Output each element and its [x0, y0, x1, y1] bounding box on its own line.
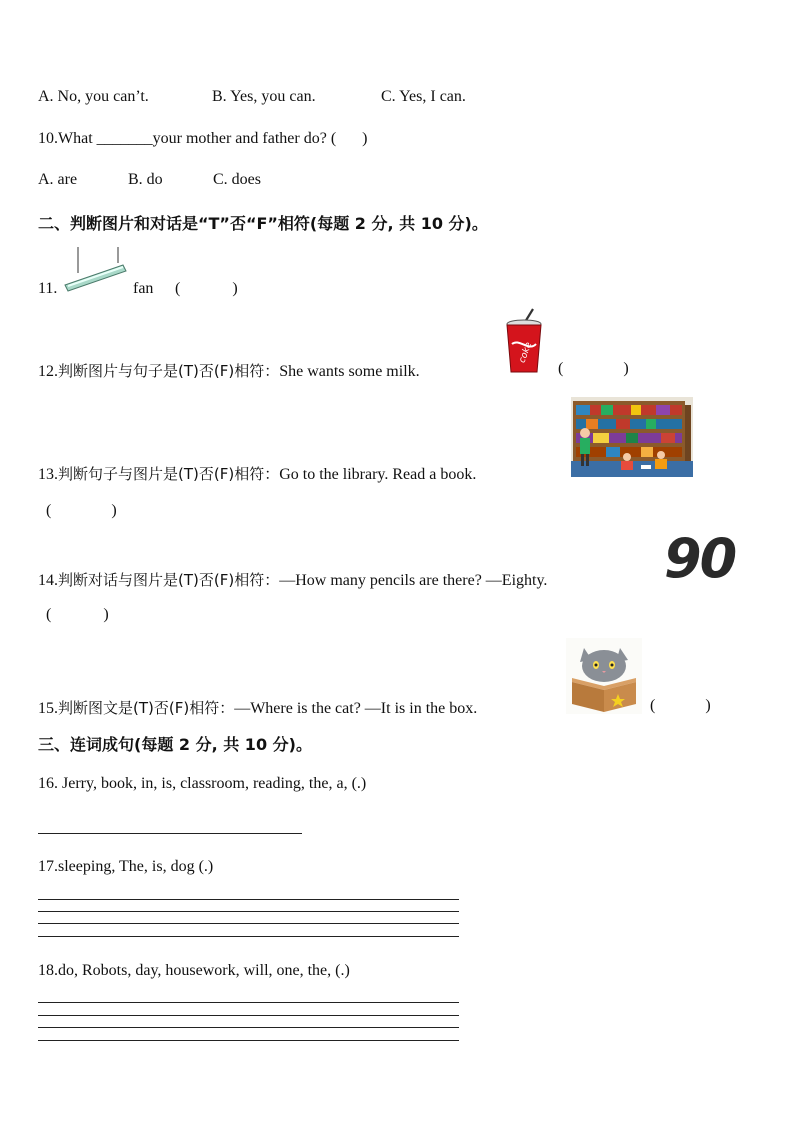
q15-answer-paren[interactable]: [650, 697, 711, 715]
section-3-title: 三、连词成句(每题 2 分, 共 10 分)。: [38, 735, 312, 754]
paren-close: ): [103, 606, 109, 623]
q15-sentence: —Where is the cat? —It is in the box.: [234, 700, 478, 717]
question-16: 16. Jerry, book, in, is, classroom, reading, the, a, (.): [38, 775, 367, 792]
paren-close: ): [623, 360, 629, 377]
q10-option-a: A. are: [38, 171, 78, 188]
q10-option-b: B. do: [128, 171, 163, 188]
q10-blank: _______: [96, 130, 153, 147]
q9-option-b: B. Yes, you can.: [212, 88, 316, 105]
q13-answer-paren[interactable]: [46, 502, 117, 520]
number-90-image: 90: [664, 527, 736, 590]
q17-writing-line-3[interactable]: [38, 923, 459, 924]
section-2-title: 二、判断图片和对话是“T”否“F”相符(每题 2 分, 共 10 分)。: [38, 214, 488, 233]
coke-cup-image: [503, 308, 545, 378]
q18-writing-line-3[interactable]: [38, 1027, 459, 1028]
q9-option-c: C. Yes, I can.: [381, 88, 466, 105]
q15-prompt: 判断图文是(T)否(F)相符：: [58, 699, 235, 717]
q10-prefix: 10.What: [38, 130, 93, 147]
q13-prompt: 判断句子与图片是(T)否(F)相符：: [58, 465, 280, 483]
question-15: [38, 697, 477, 718]
library-image: [571, 397, 693, 477]
question-12: [38, 360, 420, 381]
q17-writing-line-1[interactable]: [38, 899, 459, 900]
q10-option-c: C. does: [213, 171, 261, 188]
q13-sentence: Go to the library. Read a book.: [279, 466, 477, 483]
q17-writing-line-2[interactable]: [38, 911, 459, 912]
question-14: [38, 569, 547, 590]
q12-answer-paren[interactable]: [558, 360, 629, 378]
q12-sentence: She wants some milk.: [279, 363, 420, 380]
question-18: 18.do, Robots, day, housework, will, one, the, (.): [38, 962, 350, 979]
q12-number: 12.: [38, 363, 58, 380]
q15-number: 15.: [38, 700, 58, 717]
q14-prompt: 判断对话与图片是(T)否(F)相符：: [58, 571, 280, 589]
paren-open: (: [650, 697, 656, 714]
paren-open: (: [175, 280, 181, 297]
paren-close: ): [232, 280, 238, 297]
q11-word: fan: [133, 280, 154, 297]
cat-in-box-image: [566, 638, 642, 714]
question-10: [38, 130, 367, 148]
question-13: [38, 463, 476, 484]
q17-writing-line-4[interactable]: [38, 936, 459, 937]
paren-open: (: [46, 502, 52, 519]
q14-number: 14.: [38, 572, 58, 589]
paren-close: ): [705, 697, 711, 714]
q10-paren-close: ): [362, 130, 368, 147]
q9-option-a: A. No, you can’t.: [38, 88, 149, 105]
coke-label: coke: [517, 341, 535, 365]
paren-open: (: [558, 360, 564, 377]
q10-text: your mother and father do? (: [152, 130, 337, 147]
q18-writing-line-4[interactable]: [38, 1040, 459, 1041]
paren-open: (: [46, 606, 52, 623]
q12-prompt: 判断图片与句子是(T)否(F)相符：: [58, 362, 280, 380]
paren-close: ): [111, 502, 117, 519]
q13-number: 13.: [38, 466, 58, 483]
q16-answer-line[interactable]: [38, 833, 302, 834]
fluorescent-lamp-image: [60, 245, 130, 295]
q18-writing-line-1[interactable]: [38, 1002, 459, 1003]
q14-answer-paren[interactable]: [46, 606, 109, 624]
question-17: 17.sleeping, The, is, dog (.): [38, 858, 214, 875]
q18-writing-line-2[interactable]: [38, 1015, 459, 1016]
q11-number: 11.: [38, 280, 58, 297]
q11-answer-paren[interactable]: [175, 280, 238, 298]
q14-sentence: —How many pencils are there? —Eighty.: [279, 572, 548, 589]
